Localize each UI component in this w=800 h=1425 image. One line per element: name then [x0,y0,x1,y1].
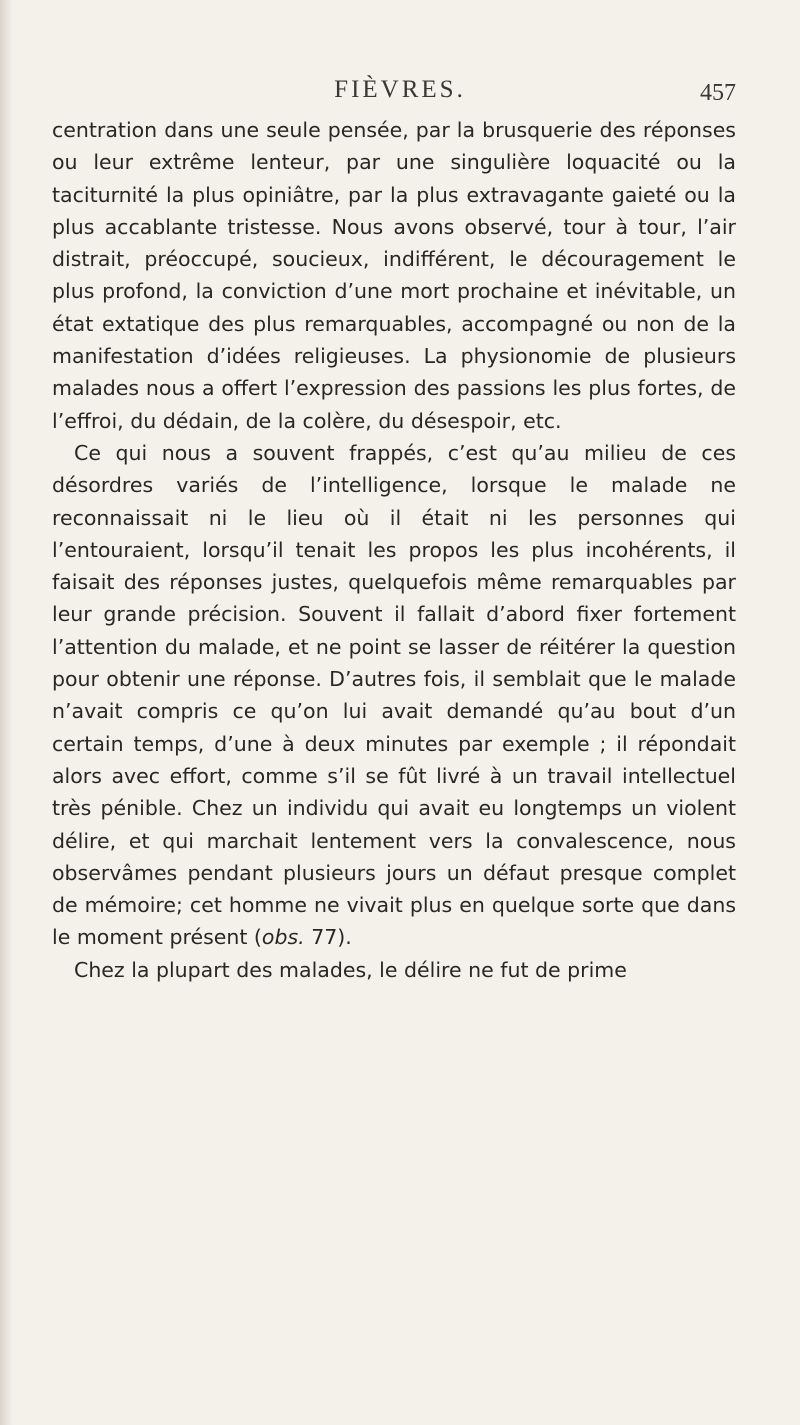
page-number: 457 [700,80,736,106]
body-text [52,114,736,986]
paragraph-3-text: Chez la plupart des malades, le délire ne fut de prime [74,957,627,982]
paragraph-2-tail: 77). [304,925,352,950]
paragraph-1-text: centration dans une seule pensée, par la brusquerie des réponses ou leur extrême lenteur, par une singulière loquacité ou la taciturnité la plus opiniâtre, par la plus extravagante gaieté ou la plus accablante tristesse. Nous avons observé, tour à tour, l’air distrait, préoccupé, soucieux, indifférent, le découragement le plus profond, la conviction d’une mort prochaine et inévitable, un état extatique des plus remarquables, accompagné ou non de la manifestation d’idées religieuses. La physionomie de plusieurs malades nous a offert l’expression des passions les plus fortes, de l’effroi, du dédain, de la colère, du désespoir, etc. [52,118,736,433]
running-head: FIÈVRES. [334,76,466,103]
page-header [0,76,800,116]
paragraph-1 [52,114,736,437]
paragraph-2 [52,437,736,954]
observation-reference: obs. [261,925,305,950]
paragraph-3 [52,954,736,986]
page-gutter-shadow [0,0,14,1425]
paragraph-2-text: Ce qui nous a souvent frappés, c’est qu’au milieu de ces désordres variés de l’intelligence, lorsque le malade ne reconnaissait ni le lieu où il était ni les personnes qui l’entouraient, lorsqu’il tenait les propos les plus incohérents, il faisait des réponses justes, quelquefois même remarquables par leur grande précision. Souvent il fallait d’abord fixer fortement l’attention du malade, et ne point se lasser de réitérer la question pour obtenir une réponse. D’autres fois, il semblait que le malade n’avait compris ce qu’on lui avait demandé qu’au bout d’un certain temps, d’une à deux minutes par exemple ; il répondait alors avec effort, comme s’il se fût livré à un travail intellectuel très pénible. Chez un individu qui avait eu longtemps un violent délire, et qui marchait lentement vers la convalescence, nous observâmes pendant plusieurs jours un défaut presque complet de mémoire; cet homme ne vivait plus en quelque sorte que dans le moment présent ( [52,440,736,950]
